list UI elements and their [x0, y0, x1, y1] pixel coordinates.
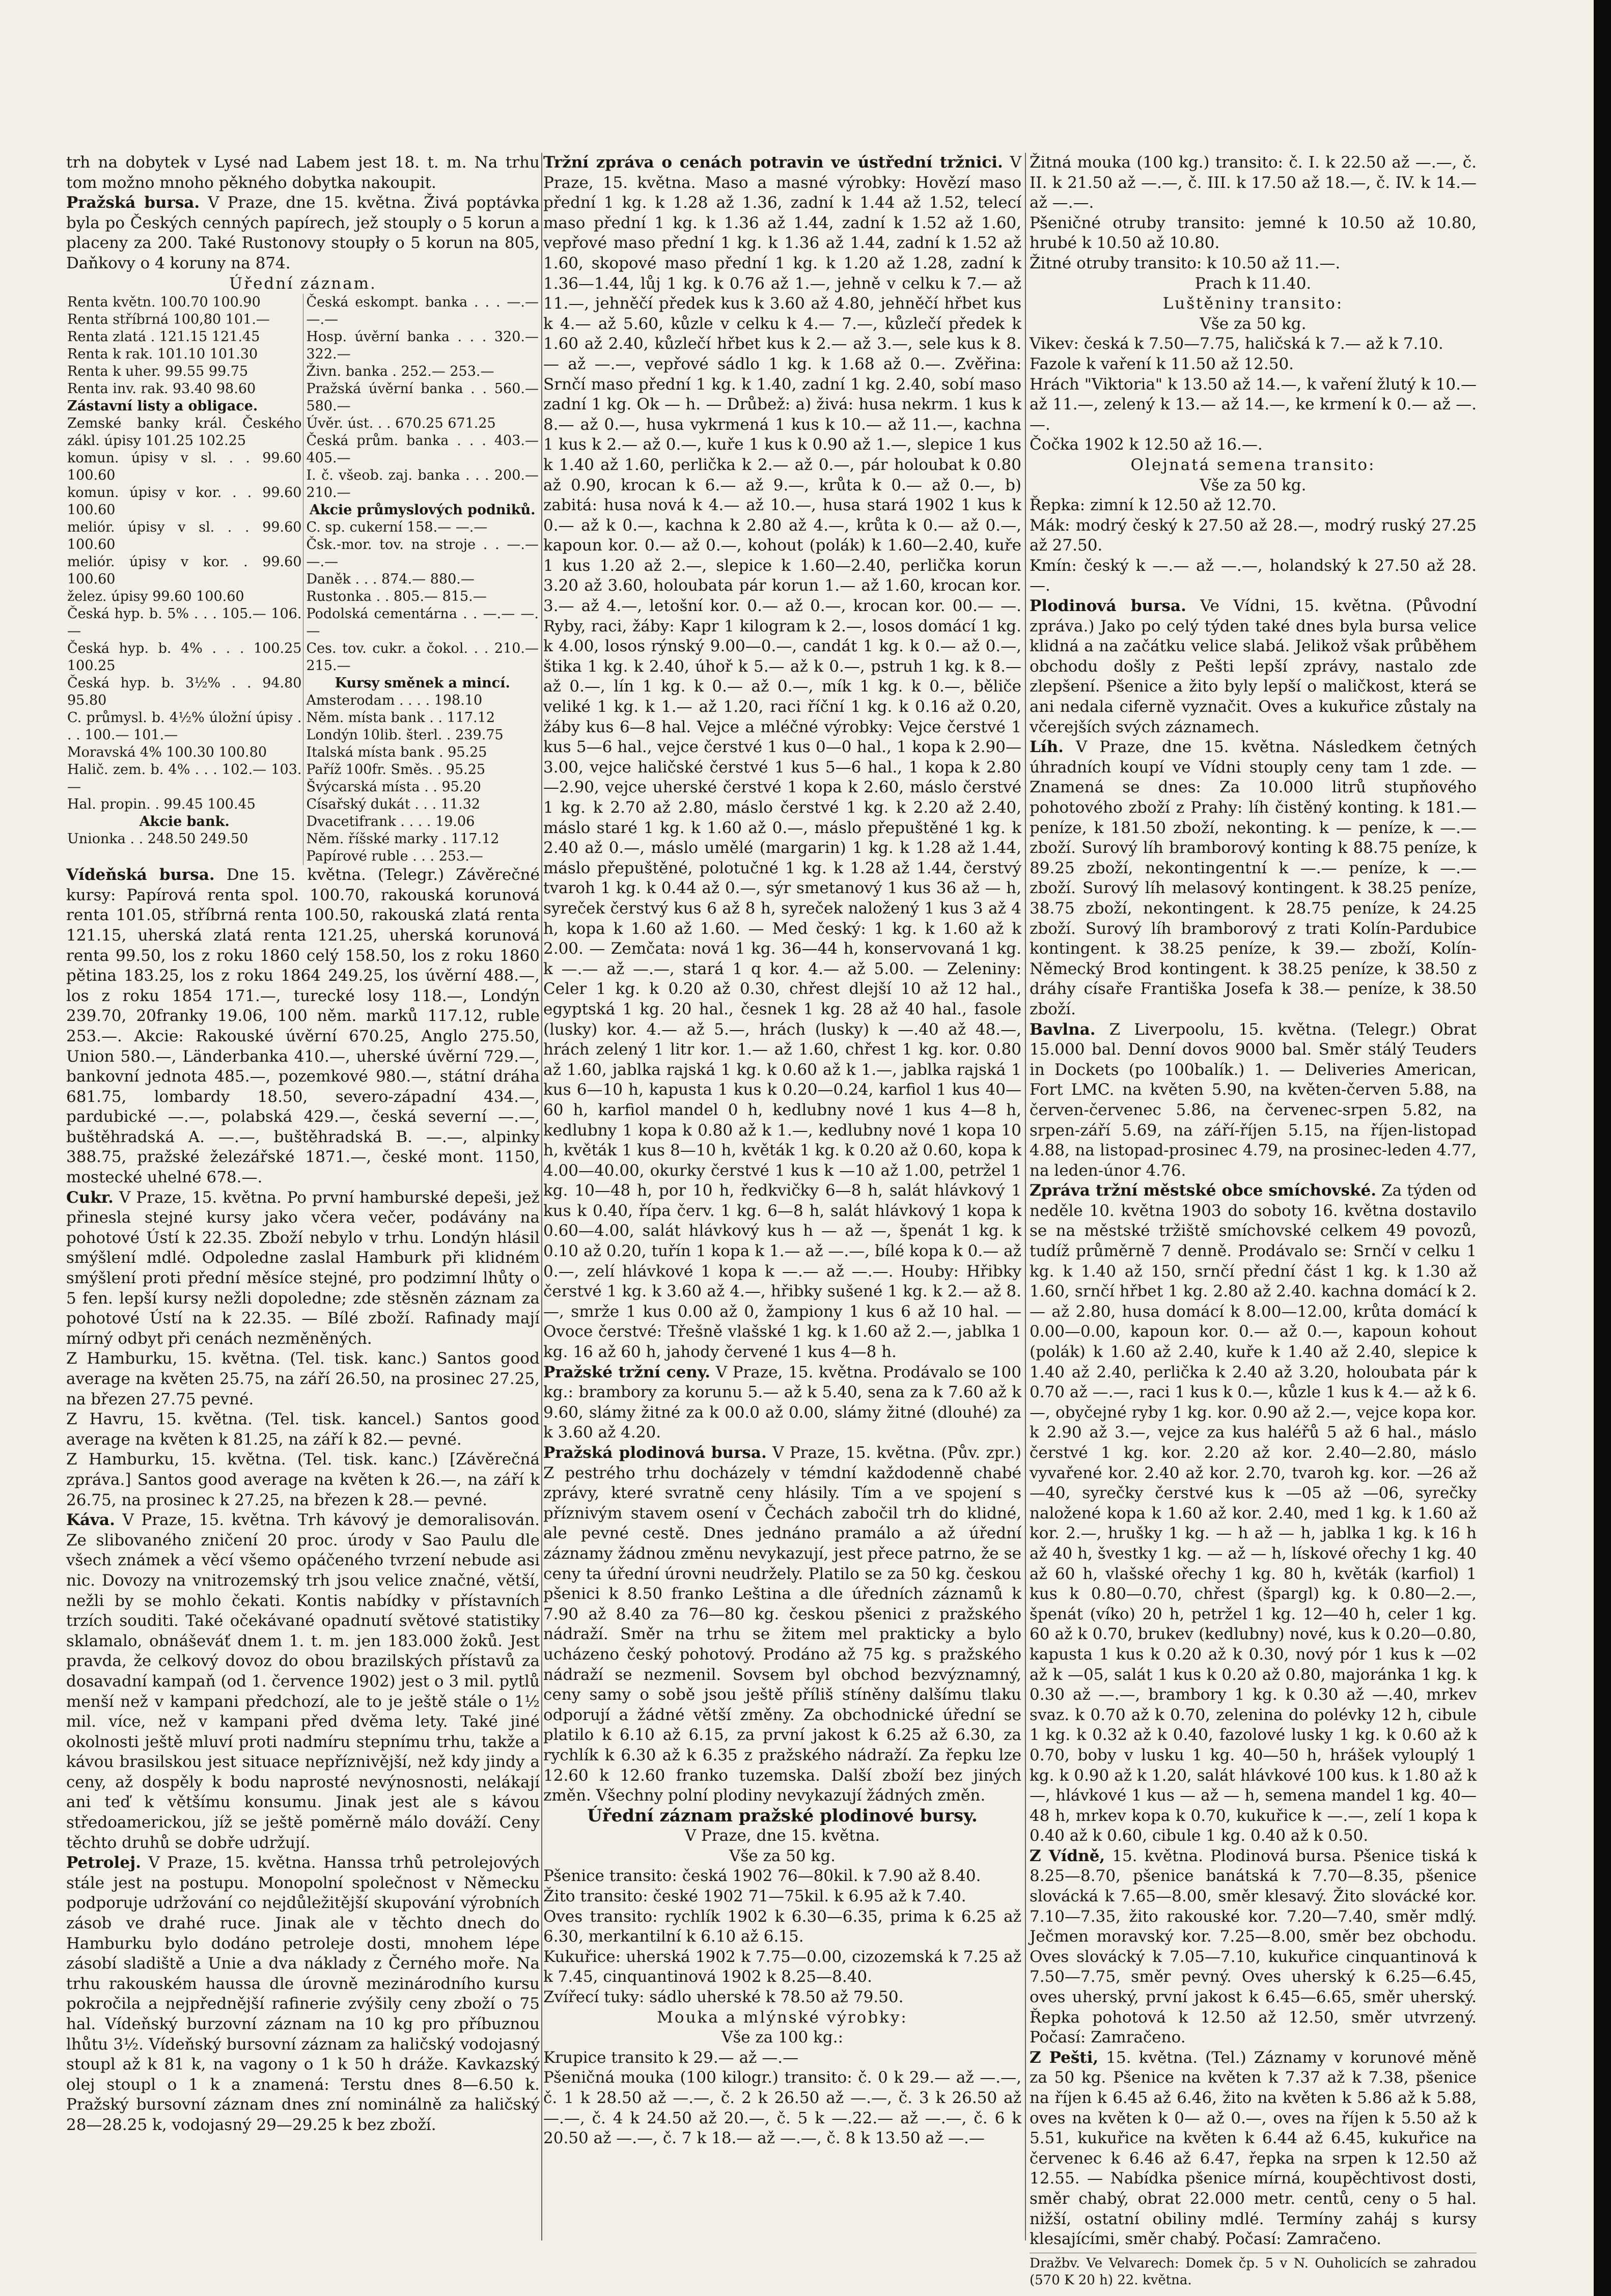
price-row: Dvacetifrank . . . . 19.06: [306, 814, 475, 830]
lysa-notice: trh na dobytek v Lysé nad Labem jest 18. t. m. Na trhu tom možno mnoho pěkného dobytka nakoupit.: [66, 153, 540, 192]
lih-paragraph: [1030, 737, 1477, 1019]
price-section-heading: Akcie průmyslových podniků.: [309, 502, 536, 518]
uredni-zaznam-row: Kukuřice: uherská 1902 k 7.75—0.00, cizozemská k 7.25 až k 7.45, cinquantinová 1902 k 8.25—8.40.: [543, 1947, 1021, 1986]
lusteniny-row: Čočka 1902 k 12.50 až 16.—.: [1030, 435, 1263, 454]
price-row: Renta zlatá . 121.15 121.45: [67, 329, 260, 345]
price-row: Čsk.-mor. tov. na stroje . . —.— —.—: [306, 537, 539, 570]
prach: Prach k 11.40.: [1195, 274, 1312, 293]
kava-paragraph: [66, 1510, 540, 1853]
price-row: Hosp. úvěrní banka . . . 320.— 322.—: [306, 329, 539, 363]
price-row: komun. úpisy v kor. . . 99.60 100.60: [67, 485, 302, 518]
mouka-row: Pšeničná mouka (100 kilogr.) transito: č. 0 k 29.— až —.—, č. 1 k 28.50 až —.—, č. 2 k 26.50 až —.—, č. 3 k 26.50 až —.—, č. 4 k 24.50 až 20.—, č. 5 k —.22.— až —.—, č. 6 k 20.50 až —.—, č. 7 k 18.— až —.—, č. 8 k 13.50 až —.—: [543, 2068, 1021, 2148]
z-pesti-heading: Z Pešti,: [1030, 2048, 1099, 2067]
prazske-trzni-heading: Pražské tržní ceny.: [543, 1363, 711, 1381]
price-row: Renta květn. 100.70 100.90: [67, 294, 261, 311]
column-divider-1: [541, 153, 542, 2240]
lusteniny-row: Fazole k vaření k 11.50 až 12.50.: [1030, 354, 1294, 373]
price-row: Česká eskompt. banka . . . —.— —.—: [306, 294, 539, 328]
zitna-mouka: Žitná mouka (100 kg.) transito: č. I. k 22.50 až —.—, č. II. k 21.50 až —.—, č. III. k 17.50 až 18.—, č. IV. k 14.— až —.—.: [1030, 153, 1477, 212]
price-row: Něm. říšské marky . 117.12: [306, 831, 499, 847]
column-middle: [543, 153, 1021, 2271]
price-row: meliór. úpisy v sl. . . 99.60 100.60: [67, 519, 302, 553]
price-table-right: [303, 294, 540, 865]
price-row: Švýcarská místa . . 95.20: [306, 779, 481, 795]
praha-bursa-text: V Praze, dne 15. května. Živá poptávka byla po Českých cenných papírech, jež stouply o 5 korun a placeny za 200. Také Rustonovy stoupły o 5 korun na 805, Daňkovy o 4 koruny na 874.: [66, 193, 540, 272]
z-pesti-paragraph: [1030, 2048, 1477, 2250]
olejnata-unit: Vše za 50 kg.: [1200, 476, 1307, 494]
olejnata-row: Řepka: zimní k 12.50 až 12.70.: [1030, 496, 1276, 515]
price-row: Papírové ruble . . . 253.—: [306, 848, 483, 865]
petrolej-text: V Praze, 15. května. Hanssa trhů petrolejových stále jest na postupu. Monopolní společnost v Německu podporuje udržování co nejdůležitější skupování výrobních zásob ve drahé ruce. Jinak ale v těchto dnech do Hamburku bylo dodáno petroleje dosti, mnohem lépe zásobí sladiště a Unie a dva náklady z Černého moře. Na trhu rakouském haussa dle úrovně mezinárodního kursu pokročila a nejpřednější rafinerie zvýšily ceny zboží o 75 hal. Vídeňský burzovní záznam na 10 kg pro příbuznou lhůtu 3½. Vídeňský bursovní záznam za haličský vodojasný stoupl až k 81 k, na vagony o 1 k 50 h dráže. Kavkazský olej stoupl o 1 k a znamená: Terstu dnes 8—6.50 k. Pražský bursovní záznam dnes zní nominálně za haličský 28—28.25 k, vodojasný 29—29.25 k bez zboží.: [66, 1854, 540, 2134]
viden-bursa-text: Dne 15. května. (Telegr.) Závěrečné kursy: Papírová renta spol. 100.70, rakouská korunová renta 101.05, stříbrná renta 100.50, rakouská zlatá renta 121.15, uherská zlatá renta 121.25, uherská korunová renta 99.50, los z roku 1860 celý 158.50, los z roku 1860 pětina 183.25, los z roku 1864 249.25, los úvěrní 488.—, los z roku 1854 171.—, turecké losy 118.—, Londýn 239.70, 20franky 19.06, 100 něm. marků 117.12, ruble 253.—. Akcie: Rakouské úvěrní 670.25, Anglo 275.50, Union 580.—, Länderbanka 410.—, uherské úvěrní 729.—, bankovní jednota 485.—, pozemkové 980.—, státní dráha 681.75, lombardy 18.50, severo-západní 434.—, pardubické —.—, polabská 429.—, česká severní —.—, buštěhradská A. —.—, buštěhradská B. —.—, alpinky 388.75, pražské železářské 1871.—, české mont. 1150, mostecké uhelné 678.—.: [66, 866, 540, 1187]
cukr-hamburk: Z Hamburku, 15. května. (Tel. tisk. kanc.) Santos good average na květen 25.75, na září 26.50, na prosinec 27.25, na březen 27.75 pevné.: [66, 1349, 540, 1408]
uredni-zaznam-row: Oves transito: rychlík 1902 k 6.30—6.35, prima k 6.25 až 6.30, merkantilní k 6.10 až 6.15.: [543, 1907, 1021, 1946]
plodinova-bursa-paragraph: [543, 1443, 1021, 1806]
plodinova-bursa-heading: Pražská plodinová bursa.: [543, 1444, 767, 1462]
price-row: meliór. úpisy v kor. . 99.60 100.60: [67, 554, 302, 588]
uredni-zaznam-row: Zvířecí tuky: sádlo uherské k 78.50 až 79.50.: [543, 1988, 904, 2007]
cukr-text: V Praze, 15. května. Po první hamburské depeši, jež přinesla stejné kursy jako včera večer, podávány na pohotové Ústí k 22.35. Zboží nebylo v trhu. Londýn hlásil smýšlení mdlé. Odpoledne zaslal Hamburk při klidném smýšlení proti přední měsíce stejné, pro podzimní lhůty o 5 fen. lepší kursy nežli dopoledne; zde stěsněn záznam za pohotové Ústí na k 22.35. — Bílé zboží. Rafinady mají mírný odbyt při cenách nezměněných.: [66, 1188, 540, 1348]
petrolej-heading: Petrolej.: [66, 1854, 142, 1872]
trzni-zprava-text: V Praze, 15. května. Maso a masné výrobky: Hovězí maso přední 1 kg. k 1.28 až 1.36, zadní k 1.44 až 1.52, telecí maso přední 1 kg. k 1.36 až 1.44, zadní k 1.52 až 1.60, vepřové maso přední 1 kg. k 1.36 až 1.44, zadní k 1.52 až 1.60, skopové maso přední 1 kg. k 1.20 až 1.28, zadní k 1.36—1.44, lůj 1 kg. k 0.76 až 1.—, jehně v celku k 7.— až 11.—, jehněčí předek kus k 3.60 až 4.80, jehněčí hřbet kus k 4.— až 5.60, kůzle v celku k 4.— 7.—, kůzlečí předek k 1.60 až 2.40, kůzlečí hřbet kus k 2.— až 3.—, sele kus k 8.— až —.—, vepřové sádlo 1 kg. k 1.68 až 0.—. Zvěřina: Srnčí maso přední 1 kg. k 1.40, zadní 1 kg. 2.40, sobí maso zadní 1 kg. Ok — h. — Drůbež: a) živá: husa nekrm. 1 kus k 8.— až 0.—, husa vykrmená 1 kus k 10.— až 11.—, kachna 1 kus k 2.— až 0.—, kuře 1 kus k 0.90 až 1.—, slepice 1 kus k 1.40 až 1.60, perlička k 2.— až 0.—, pár holoubat k 0.80 až 0.90, krocan k 6.— až 9.—, krůta k 0.— až 0.—, b) zabitá: husa nová k 4.— až 10.—, husa stará 1902 1 kus k 0.— až k 0.—, kachna k 2.80 až 4.—, krůta k 0.— až 0.—, kapoun kor. 0.— až 0.—, kohout (polák) k 1.60—2.40, kuře 1 kus 1.20 až 2.—, slepice k 1.60—2.40, perlička korun 3.20 až 3.60, holoubata pár korun 1.— až 1.60, krocan kor. 3.— až 4.—, letošní kor. 0.— až 0.—, krocan kor. 00.— —. Ryby, raci, žáby: Kapr 1 kilogram k 2.—, losos domácí 1 kg. k 4.00, losos rýnský 9.00—0.—, candát 1 kg. k 0.— až 0.—, štika 1 kg. k 2.40, úhoř k 5.— až k 0.—, pstruh 1 kg. k 8.— až 0.—, lín 1 kg. k 0.— až 0.—, mík 1 kg. k 0.—, běliče veliké 1 kg. k 1.— až 1.20, raci říční 1 kg. k 0.16 až 0.20, žáby kus 6—8 hal. Vejce a mléčné výrobky: Vejce čerstvé 1 kus 5—6 hal., vejce čerstvé 1 kus 0—0 hal., 1 kopa k 2.90—3.00, vejce haličské čerstvé 1 kus 5—6 hal., 1 kopa k 2.80—2.90, vejce uherské čerstvé 1 kopa k 2.60, máslo čerstvé 1 kg. k 2.70 až 2.80, máslo čerstvé 1 kg. k 2.20 až 2.40, máslo staré 1 kg. k 1.60 až 0.—, máslo přepuštěné 1 kg. k 2.40 až 0.—, máslo umělé (margarin) 1 kg. k 1.28 až 1.44, máslo přepuštěné, polotučné 1 kg. k 1.28 až 1.44, čerstvý tvaroh 1 kg. k 0.44 až 0.—, sýr smetanový 1 kus 36 až — h, syreček čerstvý kus 6 až 8 h, syreček naložený 1 kus 3 až 4 h, kopa k 1.60 až 1.60. — Med český: 1 kg. k 1.60 až k 2.00. — Zemčata: nová 1 kg. 36—44 h, konservovaná 1 kg. k —.— až —.—, stará 1 q kor. 4.— až 5.00. — Zeleniny: Celer 1 kg. k 0.20 až 0.30, chřest dlejší 10 až 12 hal., egyptská 1 kg. 20 hal., česnek 1 kg. 28 až 40 hal., fasole (lusky) kor. 4.— až 5.—, hrách (lusky) k —.40 až 48.—, hrách zelený 1 litr kor. 1.— až 1.60, chřest 1 kg. kor. 0.80 až 1.60, jablka rajská 1 kg. k 0.60 až k 1.—, jablka rajská 1 kus 6—10 h, kapusta 1 kus k 0.20—0.24, karfiol 1 kus 40—60 h, karfiol mandel 0 h, kedlubny nové 1 kus 4—8 h, kedlubny 1 kopa k 0.80 až k 1.—, kedlubny nové 1 kopa 10 h, květák 1 kus 8—10 h, květák 1 kg. k 0.20 až 0.60, kopa k 4.00—40.00, okurky čerstvé 1 kus k —10 až 1.00, petržel 1 kg. 10—48 h, por 10 h, ředkvičky 6—8 h, salát hlávkový 1 kus k 0.40, řípa červ. 1 kg. 6—8 h, salát hlávkový 1 kopa k 0.60—4.00, salát hlávkový kus h — až —, špenát 1 kg. k 0.10 až 0.20, tuřín 1 kopa k 1.— až —.—, bílé kopa k 0.— až 0.—, zelí hlávkové 1 kopa k —.— až —.—. Houby: Hřibky čerstvé 1 kg. k 3.60 až 4.—, hřibky sušené 1 kg. k 2.— až 8.—, smrže 1 kus 0.00 až 0, žampiony 1 kus 6 až 10 hal. — Ovoce čerstvé: Třešně vlašské 1 kg. k 1.60 až 2.—, jablka 1 kg. 16 až 60 h, jahody červené 1 kus 4—8 h.: [543, 153, 1021, 1362]
uredni-zaznam-heading: Úřední záznam.: [229, 274, 377, 293]
price-section-heading: Kursy směnek a mincí.: [335, 675, 510, 691]
mouka-row: Krupice transito k 29.— až —.—: [543, 2048, 799, 2067]
olejnata-heading: Olejnatá semena transito:: [1130, 455, 1376, 474]
mouka-heading: Mouka a mlýnské výrobky:: [657, 2008, 908, 2027]
price-row: Amsterodam . . . . 198.10: [306, 693, 483, 709]
z-vidne-paragraph: [1030, 1846, 1477, 2048]
page-dark-edge: [1594, 0, 1611, 2296]
price-row: Česká prům. banka . . . 403.— 405.—: [306, 433, 539, 466]
price-table-left: [66, 294, 303, 865]
bursa-price-table: [66, 294, 540, 865]
z-pesti-text: 15. května. (Tel.) Záznamy v korunové měně za 50 kg. Pšenice na květen k 7.37 až k 7.38, pšenice na říjen k 6.45 až 6.46, žito na květen k 5.86 až k 5.88, oves na květen k 0— až 0.—, oves na říjen k 5.50 až k 5.51, kukuřice na květen k 6.44 až 6.45, kukuřice na červenec k 6.46 až 6.47, řepka na srpen k 12.50 až 12.55. — Nabídka pšenice mírná, koupěchtivost dosti, směr chabý, obrat 22.000 metr. centů, ceny o 5 hal. nižší, ostatní obiliny mdlé. Termíny zaháj s kursy klesajícími, směr chabý. Počasí: Zamračeno.: [1030, 2048, 1477, 2249]
price-row: Renta inv. rak. 93.40 98.60: [67, 381, 256, 397]
olejnata-row: Kmín: český k —.— až —.—, holandský k 27.50 až 28.—.: [1030, 556, 1477, 595]
trzni-zprava-paragraph: [543, 153, 1021, 1363]
price-row: Česká hyp. b. 5% . . . 105.— 106.—: [67, 606, 302, 640]
viden-plodinova-text: Ve Vídni, 15. května. (Původní zpráva.) Jako po celý týden také dnes byla bursa velice klidná a na začátku velice slabá. Jelikož však průběhem obchodu došly z Pešti lepší zprávy, nastalo zde zlepšení. Pšenice a žito byly lepší o maličkost, která se ani nedala ciferně vyznačit. Oves a kukuřice zůstaly na včerejších svých záznamech.: [1030, 597, 1477, 736]
zitne-otruby: Žitné otruby transito: k 10.50 až 11.—.: [1030, 254, 1341, 272]
price-row: Úvěr. úst. . . 670.25 671.25: [306, 416, 496, 432]
price-row: Moravská 4% 100.30 100.80: [67, 744, 267, 761]
price-row: Renta k uher. 99.55 99.75: [67, 364, 248, 380]
price-row: C. sp. cukerní 158.— —.—: [306, 519, 488, 536]
uredni-zaznam-row: Žito transito: české 1902 71—75kil. k 6.95 až k 7.40.: [543, 1887, 966, 1906]
prazske-trzni-text: V Praze, 15. května. Prodávalo se 100 kg.: brambory za korunu 5.— až k 5.40, sena za k 7.60 až k 9.60, slámy žitné za k 00.0 až 0.00, slámy žitné (dlouhé) za k 3.60 až 4.20.: [543, 1363, 1021, 1442]
column-left: [66, 153, 540, 2271]
price-row: Česká hyp. b. 3½% . . 94.80 95.80: [67, 675, 302, 709]
price-row: Renta k rak. 101.10 101.30: [67, 346, 258, 363]
price-row: Něm. místa bank . . 117.12: [306, 710, 495, 726]
price-row: Rustonka . . 805.— 815.—: [306, 589, 487, 605]
price-row: Ces. tov. cukr. a čokol. . . 210.— 215.—: [306, 641, 539, 674]
cukr-havru: Z Havru, 15. května. (Tel. tisk. kancel.) Santos good average na květen k 81.25, na září k 82.— pevné.: [66, 1410, 540, 1449]
price-row: Císařský dukát . . . 11.32: [306, 796, 481, 813]
price-section-heading: Zástavní listy a obligace.: [67, 398, 258, 414]
price-row: Pražská úvěrní banka . . 560.— 580.—: [306, 381, 539, 414]
olejnata-row: Mák: modrý český k 27.50 až 28.—, modrý ruský 27.25 až 27.50.: [1030, 516, 1477, 555]
viden-plodinova-paragraph: [1030, 596, 1477, 737]
prazske-trzni-paragraph: [543, 1363, 1021, 1443]
z-vidne-text: 15. května. Plodinová bursa. Pšenice tiská k 8.25—8.70, pšenice banátská k 7.70—8.35, pšenice slovácká k 7.65—8.00, směr klesavý. Žito slovácké kor. 7.10—7.35, žito rakouské kor. 7.20—7.40, směr mdlý. Ječmen moravský kor. 7.25—8.00, směr bez obchodu. Oves slovácký k 7.05—7.10, kukuřice cinquantinová k 7.50—7.75, směr pevný. Oves uherský k 6.25—6.45, oves uherský, první jakost k 6.45—6.65, směr uherský. Řepka pohotová k 12.50 až 12.50, směr utvrzený. Počasí: Zamračeno.: [1030, 1846, 1477, 2047]
zprava-smichov-paragraph: [1030, 1181, 1477, 1846]
lusteniny-heading: Luštěniny transito:: [1162, 294, 1344, 313]
uredni-zaznam-row: Pšenice transito: česká 1902 76—80kil. k 7.90 až 8.40.: [543, 1867, 981, 1886]
plodinova-bursa-text: V Praze, 15. května. (Pův. zpr.) Z pestrého trhu docházely v témdní každodenně chabé zprávy, které svratně ceny hlásily. Tím a ve spojení s příznivým stavem osení v Čechách zabočil trh do klidné, ale pevné cestě. Dnes jednáno pramálo a až úřední záznamy žádnou změnu nevykazují, jest přece patrno, že se ceny ta úřední úrovni neudržely. Platilo se za 50 kg. českou pšenici k 8.50 franko Leština a dle úředních záznamů k 7.90 až 8.40 za 76—80 kg. českou pšenici z pražského nádraží. Směr na trhu se žitem mel prakticky a bylo ucházeno český pohotový. Prodáno až 75 kg. s pražského nádraží se nezmenil. Sovsem byl obchod bezvýznamný, ceny samy o sobě jsou ještě příliš stíněny dalšímu tlaku odporují a žádné větší změny. Za obchodnické úřední se platilo k 6.10 až 6.15, za první jakost k 6.25 až 6.30, za rychlík k 6.30 až k 6.35 z pražského nádraží. Za řepku lze 12.60 k 12.60 franko tuzemska. Další zboží bez jiných změn. Všechny polní plodiny nevykazují žádných změn.: [543, 1444, 1021, 1805]
petrolej-paragraph: [66, 1853, 540, 2135]
price-row: Živn. banka . 252.— 253.—: [306, 364, 494, 380]
imprint-notice: Dražbv. Ve Velvarech: Domek čp. 5 v N. Ouholicích se zahradou (570 K 20 h) 22. května.: [1030, 2253, 1477, 2289]
praha-bursa-heading: Pražská bursa.: [66, 193, 200, 212]
z-vidne-heading: Z Vídně,: [1030, 1846, 1105, 1865]
price-row: I. č. všeob. zaj. banka . . . 200.— 210.—: [306, 467, 539, 501]
kava-text: V Praze, 15. května. Trh kávový je demoralisován. Ze slibovaného zničení 20 proc. úrody v Sao Paulu dle všech známek a věcí všemo opáčeného tvrzení nebude asi nic. Dovozy na vnitrozemský trh jsou velice značné, větší, nežli by se mohlo čekati. Kontis nabídky v přístavních trzích souditi. Také očekávané opadnutí světové statistiky sklamalo, obnáševáť dnem 1. t. m. jen 183.000 žoků. Jest pravda, že celkový dovoz do obou brazilských přístavů za dosavadní kampaň (od 1. července 1902) jest o 3 mil. pytlů menší než v kampani předchozí, ale to je ještě stále o 1½ mil. více, než v kampani před dvěma lety. Také jiné okolnosti ještě mluví proti nadmíru stepnímu trhu, takže a kávou brasilskou jest situace nepříznivější, než kdy jindy a ceny, až dospěly k bodu naprosté nevýnosnosti, nelákají ani teď k většímu konsumu. Jinak jest ale s kávou středoamerickou, jíž se ještě poměrně málo dováží. Ceny těchto druhů se dobře udržují.: [66, 1511, 540, 1852]
price-row: komun. úpisy v sl. . . 99.60 100.60: [67, 450, 302, 484]
price-row: Italská místa bank . 95.25: [306, 744, 487, 761]
lih-heading: Líh.: [1030, 738, 1064, 757]
price-row: Unionka . . 248.50 249.50: [67, 831, 248, 847]
zprava-smichov-text: Za týden od neděle 10. května 1903 do soboty 16. května dostavilo se na městské tržiště smíchovské celkem 49 povozů, tudíž průměrně 7 denně. Prodávalo se: Srnčí v celku 1 kg. k 1.40 až 150, srnčí přední část 1 kg. k 1.30 až 1.60, srnčí hřbet 1 kg. 2.80 až 2.40. kachna domácí k 2.— až 2.80, husa domácí k 8.00—12.00, krůta domácí k 0.00—0.00, kapoun kor. 0.— až 0.—, kapoun kohout (polák) k 1.60 až 2.40, kuře k 1.40 až 2.40, slepice k 1.40 až 2.40, perlička k 2.40 až 3.20, holoubata pár k 0.70 až —.—, raci 1 kus k 0.—, kůzle 1 kus k 4.— až k 6.—, obyčejné ryby 1 kg. kor. 0.90 až 2.—, vejce kopa kor. k 2.90 až 3.—, vejce za kus haléřů 5 až 6 hal., máslo čerstvé 1 kg. kor. 2.20 až kor. 2.40—2.80, máslo vyvařené kor. 2.40 až kor. 2.70, tvaroh kg. kor. —26 až —40, syrečky čerstvé kus k —05 až —06, syrečky naložené kopa k 1.60 až kor. 2.40, med 1 kg. k 1.60 až kor. 2.—, hrušky 1 kg. — h až — h, jablka 1 kg. k 16 h až 40 h, švestky 1 kg. — až — h, lískové ořechy 1 kg. 40 až 60 h, vlašské ořechy 1 kg. 80 h, květák (karfiol) 1 kus k 0.80—0.70, chřest (špargl) kg. k 0.80—2.—, špenát (víko) 20 h, petržel 1 kg. 12—40 h, celer 1 kg. 60 až k 0.70, brukev (kedlubny) nové, kus k 0.20—0.80, kapusta 1 kus k 0.20 až k 0.30, nový pór 1 kus k —02 až k —05, salát 1 kus k 0.20 až 0.80, majoránka 1 kg. k 0.30 až —.—, brambory 1 kg. k 0.30 až —.40, mrkev svaz. k 0.70 až k 0.70, zelenina do polévky 12 h, cibule 1 kg. k 0.32 až k 0.40, fazolové lusky 1 kg. k 0.60 až k 0.70, boby v lusku 1 kg. 40—50 h, hrášek vylouplý 1 kg. k 0.90 až k 1.20, salát hlávkové 100 kus. k 1.80 až k —, hlávkové 1 kus — až — h, semena mandel 1 kg. 40—48 h, mrkev kopa k 0.70, kukuřice k —.—, zelí 1 kopa k 0.40 až k 0.60, cibule 1 kg. 0.40 až k 0.50.: [1030, 1181, 1477, 1845]
trzni-zprava-heading: Tržní zpráva o cenách potravin ve ústřední tržnici.: [543, 153, 1003, 172]
bavlna-paragraph: [1030, 1020, 1477, 1181]
zprava-smichov-heading: Zpráva tržní městské obce smíchovské.: [1030, 1181, 1377, 1200]
price-row: Paříž 100fr. Směs. . 95.25: [306, 762, 486, 778]
lusteniny-row: Vikev: česká k 7.50—7.75, haličská k 7.— až k 7.10.: [1030, 335, 1443, 353]
uredni-zaznam-bursy-heading: Úřední záznam pražské plodinové bursy.: [587, 1805, 978, 1826]
lusteniny-unit: Vše za 50 kg.: [1200, 314, 1307, 333]
viden-bursa-paragraph: [66, 865, 540, 1188]
price-row: Zemské banky král. Českého zákl. úpisy 101.25 102.25: [67, 416, 302, 449]
kava-heading: Káva.: [66, 1511, 115, 1530]
uredni-zaznam-unit: Vše za 50 kg.: [729, 1846, 836, 1865]
bavlna-text: Z Liverpoolu, 15. května. (Telegr.) Obrat 15.000 bal. Denní dovos 9000 bal. Směr stálý Teuders in Dockets (po 100balík.) 1. — Deliveries American, Fort LMC. na květen 5.90, na květen-červen 5.88, na červen-červenec 5.86, na červenec-srpen 5.82, na srpen-září 5.69, na září-říjen 5.15, na říjen-listopad 4.88, na listopad-prosinec 4.79, na prosinec-leden 4.77, na leden-únor 4.76.: [1030, 1020, 1477, 1180]
mouka-unit: Vše za 100 kg.:: [721, 2028, 844, 2047]
cukr-heading: Cukr.: [66, 1188, 114, 1207]
lih-text: V Praze, dne 15. května. Následkem četných úhradních koupí ve Vídni stouply ceny tam 1 zde. — Znamená se dnes: Za 10.000 litrů stupňového pohotového zboží z Prahy: líh čistěný konting. k 181.— peníze, k 181.50 zboží, nekonting. k — peníze, k —.— zboží. Surový líh bramborový konting k 88.75 peníze, k 89.25 zboží, nekontingentní k —.— peníze, k —.— zboží. Surový líh melasový kontingent. k 38.25 peníze, 38.75 zboží, nekontingent. k 28.75 peníze, k 24.25 zboží. Surový líh bramborový z trati Kolín-Pardubice kontingent. k 38.25 peníze, k 39.— zboží, Kolín-Německý Brod kontingent. k 38.25 peníze, k 38.50 z dráhy císaře Františka Josefa k 38.— peníze, k 38.50 zboží.: [1030, 738, 1477, 1018]
viden-bursa-heading: Vídeňská bursa.: [66, 866, 215, 884]
lusteniny-row: Hrách "Viktoria" k 13.50 až 14.—, k vaření žlutý k 10.— až 11.—, zelený k 13.— až 14.—, ke krmení k 0.— až —.—.: [1030, 375, 1477, 434]
praha-bursa-paragraph: [66, 193, 540, 273]
bavlna-heading: Bavlna.: [1030, 1020, 1096, 1039]
price-row: Renta stříbrná 100,80 101.—: [67, 312, 270, 328]
price-row: Hal. propin. . 99.45 100.45: [67, 796, 256, 813]
column-divider-2: [1025, 153, 1026, 2240]
viden-plodinova-heading: Plodinová bursa.: [1030, 597, 1186, 616]
price-row: Londýn 10lib. šterl. . 239.75: [306, 727, 504, 743]
price-row: želez. úpisy 99.60 100.60: [67, 589, 244, 605]
column-right: [1030, 153, 1477, 2288]
cukr-hamburk-2: Z Hamburku, 15. května. (Tel. tisk. kanc.) [Závěrečná zpráva.] Santos good average na květen k 26.—, na září k 26.75, na prosinec k 27.25, na březen k 28.— pevné.: [66, 1450, 540, 1509]
cukr-paragraph: [66, 1188, 540, 1349]
price-row: Daněk . . . 874.— 880.—: [306, 571, 475, 588]
price-row: Podolská cementárna . . —.— —.—: [306, 606, 539, 640]
price-row: C. průmysl. b. 4½% úložní úpisy . . . 100.— 101.—: [67, 710, 302, 743]
psenicne-otruby: Pšeničné otruby transito: jemné k 10.50 až 10.80, hrubé k 10.50 až 10.80.: [1030, 213, 1477, 253]
price-row: Halič. zem. b. 4% . . . 102.— 103.—: [67, 762, 302, 795]
uredni-zaznam-date: V Praze, dne 15. května.: [684, 1827, 880, 1845]
price-row: Česká hyp. b. 4% . . . 100.25 100.25: [67, 641, 302, 674]
price-section-heading: Akcie bank.: [139, 814, 230, 830]
